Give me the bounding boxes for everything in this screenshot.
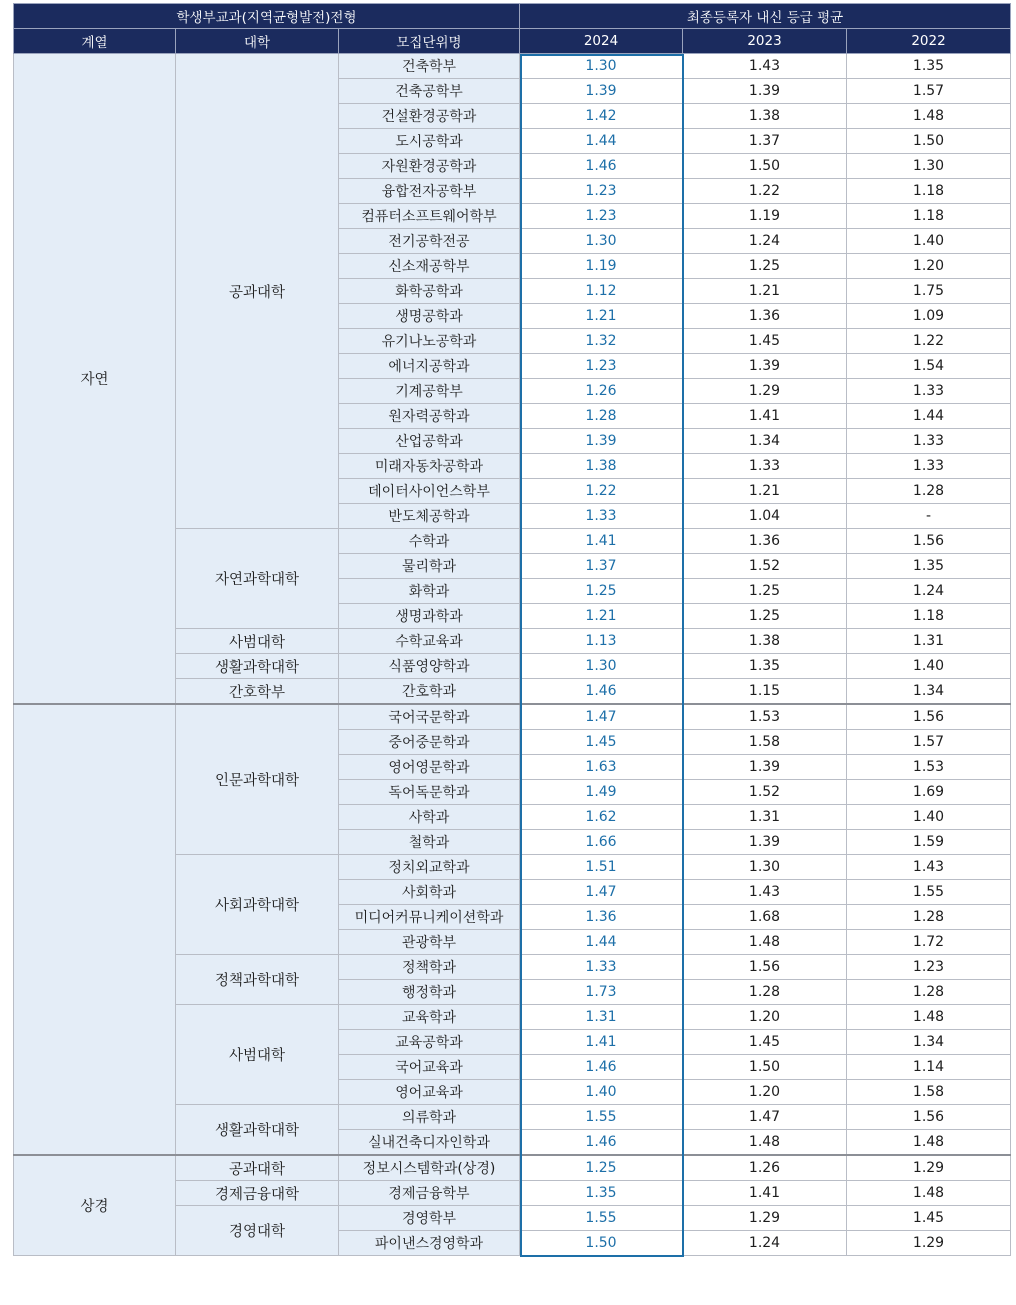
column-header-2024: 2024 xyxy=(520,29,683,54)
grade-2022-cell: 1.29 xyxy=(847,1231,1011,1256)
department-name-cell: 파이낸스경영학과 xyxy=(339,1231,520,1256)
grade-2024-cell: 1.33 xyxy=(520,504,683,529)
department-name-cell: 수학교육과 xyxy=(339,629,520,654)
grade-2024-cell: 1.35 xyxy=(520,1181,683,1206)
college-cell: 사범대학 xyxy=(176,1005,339,1105)
department-name-cell: 화학공학과 xyxy=(339,279,520,304)
department-name-cell: 융합전자공학부 xyxy=(339,179,520,204)
grade-2024-cell: 1.44 xyxy=(520,129,683,154)
department-name-cell: 화학과 xyxy=(339,579,520,604)
column-header-2022: 2022 xyxy=(847,29,1011,54)
grade-2024-cell: 1.47 xyxy=(520,704,683,730)
grade-2024-cell: 1.30 xyxy=(520,54,683,79)
admission-table-container xyxy=(13,3,1010,1256)
grade-2024-cell: 1.21 xyxy=(520,304,683,329)
table-row xyxy=(14,54,1011,79)
department-name-cell: 산업공학과 xyxy=(339,429,520,454)
grade-2024-cell: 1.50 xyxy=(520,1231,683,1256)
department-name-cell: 기계공학부 xyxy=(339,379,520,404)
grade-2023-cell: 1.20 xyxy=(683,1005,847,1030)
grade-2022-cell: 1.24 xyxy=(847,579,1011,604)
grade-2022-cell: 1.54 xyxy=(847,354,1011,379)
grade-2023-cell: 1.25 xyxy=(683,604,847,629)
college-cell: 생활과학대학 xyxy=(176,654,339,679)
grade-2023-cell: 1.34 xyxy=(683,429,847,454)
grade-2023-cell: 1.68 xyxy=(683,905,847,930)
grade-2024-cell: 1.62 xyxy=(520,805,683,830)
department-name-cell: 컴퓨터소프트웨어학부 xyxy=(339,204,520,229)
college-cell: 간호학부 xyxy=(176,679,339,705)
grade-2022-cell: 1.50 xyxy=(847,129,1011,154)
grade-2023-cell: 1.37 xyxy=(683,129,847,154)
department-name-cell: 건축공학부 xyxy=(339,79,520,104)
department-name-cell: 미디어커뮤니케이션학과 xyxy=(339,905,520,930)
department-name-cell: 유기나노공학과 xyxy=(339,329,520,354)
grade-2022-cell: 1.45 xyxy=(847,1206,1011,1231)
grade-2024-cell: 1.49 xyxy=(520,780,683,805)
grade-2024-cell: 1.26 xyxy=(520,379,683,404)
grade-2024-cell: 1.23 xyxy=(520,354,683,379)
grade-2024-cell: 1.55 xyxy=(520,1105,683,1130)
grade-2024-cell: 1.55 xyxy=(520,1206,683,1231)
grade-2023-cell: 1.24 xyxy=(683,1231,847,1256)
grade-2023-cell: 1.25 xyxy=(683,254,847,279)
college-cell: 인문과학대학 xyxy=(176,704,339,855)
grade-2023-cell: 1.39 xyxy=(683,755,847,780)
department-name-cell: 도시공학과 xyxy=(339,129,520,154)
department-name-cell: 교육공학과 xyxy=(339,1030,520,1055)
grade-2024-cell: 1.37 xyxy=(520,554,683,579)
header-row-columns xyxy=(14,29,1011,54)
college-cell: 경제금융대학 xyxy=(176,1181,339,1206)
grade-2024-cell: 1.39 xyxy=(520,429,683,454)
grade-2023-cell: 1.28 xyxy=(683,980,847,1005)
department-name-cell: 철학과 xyxy=(339,830,520,855)
department-name-cell: 생명공학과 xyxy=(339,304,520,329)
grade-2023-cell: 1.48 xyxy=(683,1130,847,1156)
grade-2024-cell: 1.46 xyxy=(520,154,683,179)
grade-2022-cell: 1.59 xyxy=(847,830,1011,855)
grade-2022-cell: 1.56 xyxy=(847,704,1011,730)
grade-2023-cell: 1.15 xyxy=(683,679,847,705)
grade-2022-cell: 1.72 xyxy=(847,930,1011,955)
grade-2023-cell: 1.50 xyxy=(683,154,847,179)
department-name-cell: 반도체공학과 xyxy=(339,504,520,529)
grade-2022-cell: 1.57 xyxy=(847,79,1011,104)
grade-2023-cell: 1.38 xyxy=(683,629,847,654)
grade-2022-cell: 1.34 xyxy=(847,679,1011,705)
department-name-cell: 관광학부 xyxy=(339,930,520,955)
grade-average-title: 최종등록자 내신 등급 평균 xyxy=(520,4,1011,29)
department-name-cell: 국어국문학과 xyxy=(339,704,520,730)
grade-2023-cell: 1.43 xyxy=(683,54,847,79)
grade-2022-cell: 1.14 xyxy=(847,1055,1011,1080)
grade-2024-cell: 1.44 xyxy=(520,930,683,955)
grade-2024-cell: 1.38 xyxy=(520,454,683,479)
grade-2022-cell: 1.35 xyxy=(847,554,1011,579)
grade-2023-cell: 1.33 xyxy=(683,454,847,479)
department-name-cell: 식품영양학과 xyxy=(339,654,520,679)
grade-2022-cell: 1.55 xyxy=(847,880,1011,905)
grade-2024-cell: 1.22 xyxy=(520,479,683,504)
grade-2024-cell: 1.41 xyxy=(520,1030,683,1055)
department-name-cell: 데이터사이언스학부 xyxy=(339,479,520,504)
field-group-cell: 자연 xyxy=(14,54,176,705)
grade-2023-cell: 1.52 xyxy=(683,554,847,579)
department-name-cell: 교육학과 xyxy=(339,1005,520,1030)
grade-2022-cell: 1.69 xyxy=(847,780,1011,805)
college-cell: 자연과학대학 xyxy=(176,529,339,629)
grade-2022-cell: 1.48 xyxy=(847,1005,1011,1030)
grade-2022-cell: 1.23 xyxy=(847,955,1011,980)
grade-2022-cell: 1.18 xyxy=(847,604,1011,629)
admission-grade-table xyxy=(13,3,1011,1256)
grade-2022-cell: 1.22 xyxy=(847,329,1011,354)
grade-2022-cell: 1.28 xyxy=(847,479,1011,504)
grade-2024-cell: 1.46 xyxy=(520,1130,683,1156)
grade-2024-cell: 1.51 xyxy=(520,855,683,880)
college-cell: 사범대학 xyxy=(176,629,339,654)
grade-2024-cell: 1.36 xyxy=(520,905,683,930)
college-cell: 정책과학대학 xyxy=(176,955,339,1005)
department-name-cell: 에너지공학과 xyxy=(339,354,520,379)
department-name-cell: 전기공학전공 xyxy=(339,229,520,254)
grade-2022-cell: 1.40 xyxy=(847,229,1011,254)
department-name-cell: 수학과 xyxy=(339,529,520,554)
grade-2022-cell: 1.75 xyxy=(847,279,1011,304)
department-name-cell: 정치외교학과 xyxy=(339,855,520,880)
department-name-cell: 정책학과 xyxy=(339,955,520,980)
grade-2023-cell: 1.41 xyxy=(683,404,847,429)
department-name-cell: 경제금융학부 xyxy=(339,1181,520,1206)
department-name-cell: 생명과학과 xyxy=(339,604,520,629)
department-name-cell: 독어독문학과 xyxy=(339,780,520,805)
grade-2022-cell: 1.44 xyxy=(847,404,1011,429)
department-name-cell: 실내건축디자인학과 xyxy=(339,1130,520,1156)
grade-2022-cell: 1.40 xyxy=(847,654,1011,679)
grade-2022-cell: 1.58 xyxy=(847,1080,1011,1105)
column-header-department: 모집단위명 xyxy=(339,29,520,54)
department-name-cell: 국어교육과 xyxy=(339,1055,520,1080)
field-group-cell: 상경 xyxy=(14,1155,176,1256)
table-body xyxy=(14,54,1011,1256)
grade-2023-cell: 1.38 xyxy=(683,104,847,129)
admission-type-title: 학생부교과(지역균형발전)전형 xyxy=(14,4,520,29)
grade-2023-cell: 1.29 xyxy=(683,379,847,404)
department-name-cell: 원자력공학과 xyxy=(339,404,520,429)
grade-2024-cell: 1.41 xyxy=(520,529,683,554)
grade-2022-cell: 1.28 xyxy=(847,980,1011,1005)
grade-2024-cell: 1.33 xyxy=(520,955,683,980)
grade-2023-cell: 1.36 xyxy=(683,529,847,554)
college-cell: 경영대학 xyxy=(176,1206,339,1256)
grade-2024-cell: 1.30 xyxy=(520,229,683,254)
grade-2022-cell: 1.09 xyxy=(847,304,1011,329)
grade-2024-cell: 1.47 xyxy=(520,880,683,905)
department-name-cell: 행정학과 xyxy=(339,980,520,1005)
grade-2022-cell: 1.30 xyxy=(847,154,1011,179)
grade-2024-cell: 1.66 xyxy=(520,830,683,855)
department-name-cell: 사회학과 xyxy=(339,880,520,905)
grade-2022-cell: 1.18 xyxy=(847,204,1011,229)
grade-2024-cell: 1.32 xyxy=(520,329,683,354)
grade-2022-cell: 1.48 xyxy=(847,1130,1011,1156)
department-name-cell: 간호학과 xyxy=(339,679,520,705)
grade-2024-cell: 1.19 xyxy=(520,254,683,279)
grade-2023-cell: 1.20 xyxy=(683,1080,847,1105)
grade-2022-cell: 1.40 xyxy=(847,805,1011,830)
grade-2024-cell: 1.28 xyxy=(520,404,683,429)
grade-2023-cell: 1.31 xyxy=(683,805,847,830)
grade-2023-cell: 1.50 xyxy=(683,1055,847,1080)
grade-2024-cell: 1.39 xyxy=(520,79,683,104)
table-row xyxy=(14,1155,1011,1181)
grade-2023-cell: 1.21 xyxy=(683,279,847,304)
department-name-cell: 건설환경공학과 xyxy=(339,104,520,129)
grade-2022-cell: 1.35 xyxy=(847,54,1011,79)
grade-2024-cell: 1.40 xyxy=(520,1080,683,1105)
grade-2023-cell: 1.22 xyxy=(683,179,847,204)
department-name-cell: 신소재공학부 xyxy=(339,254,520,279)
grade-2022-cell: 1.28 xyxy=(847,905,1011,930)
grade-2024-cell: 1.12 xyxy=(520,279,683,304)
grade-2023-cell: 1.48 xyxy=(683,930,847,955)
department-name-cell: 물리학과 xyxy=(339,554,520,579)
grade-2024-cell: 1.25 xyxy=(520,579,683,604)
grade-2024-cell: 1.42 xyxy=(520,104,683,129)
grade-2022-cell: 1.20 xyxy=(847,254,1011,279)
grade-2023-cell: 1.47 xyxy=(683,1105,847,1130)
grade-2022-cell: 1.18 xyxy=(847,179,1011,204)
grade-2022-cell: 1.34 xyxy=(847,1030,1011,1055)
department-name-cell: 영어교육과 xyxy=(339,1080,520,1105)
department-name-cell: 경영학부 xyxy=(339,1206,520,1231)
college-cell: 사회과학대학 xyxy=(176,855,339,955)
grade-2024-cell: 1.25 xyxy=(520,1155,683,1181)
grade-2022-cell: 1.33 xyxy=(847,429,1011,454)
field-group-cell xyxy=(14,704,176,1155)
grade-2023-cell: 1.35 xyxy=(683,654,847,679)
grade-2023-cell: 1.26 xyxy=(683,1155,847,1181)
grade-2024-cell: 1.46 xyxy=(520,1055,683,1080)
department-name-cell: 미래자동차공학과 xyxy=(339,454,520,479)
grade-2023-cell: 1.52 xyxy=(683,780,847,805)
header-row-top xyxy=(14,4,1011,29)
grade-2023-cell: 1.25 xyxy=(683,579,847,604)
grade-2024-cell: 1.21 xyxy=(520,604,683,629)
grade-2023-cell: 1.58 xyxy=(683,730,847,755)
department-name-cell: 중어중문학과 xyxy=(339,730,520,755)
grade-2023-cell: 1.45 xyxy=(683,1030,847,1055)
table-row xyxy=(14,704,1011,730)
college-cell: 공과대학 xyxy=(176,54,339,529)
column-header-field: 계열 xyxy=(14,29,176,54)
grade-2023-cell: 1.29 xyxy=(683,1206,847,1231)
grade-2023-cell: 1.21 xyxy=(683,479,847,504)
grade-2023-cell: 1.04 xyxy=(683,504,847,529)
grade-2023-cell: 1.19 xyxy=(683,204,847,229)
grade-2023-cell: 1.39 xyxy=(683,830,847,855)
column-header-college: 대학 xyxy=(176,29,339,54)
grade-2022-cell: 1.57 xyxy=(847,730,1011,755)
grade-2024-cell: 1.13 xyxy=(520,629,683,654)
grade-2024-cell: 1.30 xyxy=(520,654,683,679)
department-name-cell: 사학과 xyxy=(339,805,520,830)
grade-2023-cell: 1.24 xyxy=(683,229,847,254)
college-cell: 생활과학대학 xyxy=(176,1105,339,1156)
grade-2024-cell: 1.63 xyxy=(520,755,683,780)
department-name-cell: 자원환경공학과 xyxy=(339,154,520,179)
grade-2023-cell: 1.39 xyxy=(683,79,847,104)
grade-2023-cell: 1.36 xyxy=(683,304,847,329)
grade-2024-cell: 1.23 xyxy=(520,204,683,229)
grade-2023-cell: 1.56 xyxy=(683,955,847,980)
grade-2023-cell: 1.41 xyxy=(683,1181,847,1206)
department-name-cell: 정보시스템학과(상경) xyxy=(339,1155,520,1181)
grade-2022-cell: 1.56 xyxy=(847,529,1011,554)
grade-2023-cell: 1.39 xyxy=(683,354,847,379)
college-cell: 공과대학 xyxy=(176,1155,339,1181)
grade-2022-cell: - xyxy=(847,504,1011,529)
column-header-2023: 2023 xyxy=(683,29,847,54)
grade-2024-cell: 1.73 xyxy=(520,980,683,1005)
grade-2023-cell: 1.45 xyxy=(683,329,847,354)
grade-2022-cell: 1.53 xyxy=(847,755,1011,780)
grade-2023-cell: 1.53 xyxy=(683,704,847,730)
grade-2024-cell: 1.46 xyxy=(520,679,683,705)
department-name-cell: 의류학과 xyxy=(339,1105,520,1130)
grade-2024-cell: 1.23 xyxy=(520,179,683,204)
grade-2022-cell: 1.56 xyxy=(847,1105,1011,1130)
grade-2022-cell: 1.48 xyxy=(847,1181,1011,1206)
grade-2024-cell: 1.45 xyxy=(520,730,683,755)
grade-2022-cell: 1.43 xyxy=(847,855,1011,880)
grade-2023-cell: 1.43 xyxy=(683,880,847,905)
grade-2022-cell: 1.31 xyxy=(847,629,1011,654)
department-name-cell: 영어영문학과 xyxy=(339,755,520,780)
grade-2022-cell: 1.33 xyxy=(847,379,1011,404)
grade-2024-cell: 1.31 xyxy=(520,1005,683,1030)
grade-2022-cell: 1.33 xyxy=(847,454,1011,479)
grade-2023-cell: 1.30 xyxy=(683,855,847,880)
grade-2022-cell: 1.48 xyxy=(847,104,1011,129)
table-header xyxy=(14,4,1011,54)
grade-2022-cell: 1.29 xyxy=(847,1155,1011,1181)
department-name-cell: 건축학부 xyxy=(339,54,520,79)
